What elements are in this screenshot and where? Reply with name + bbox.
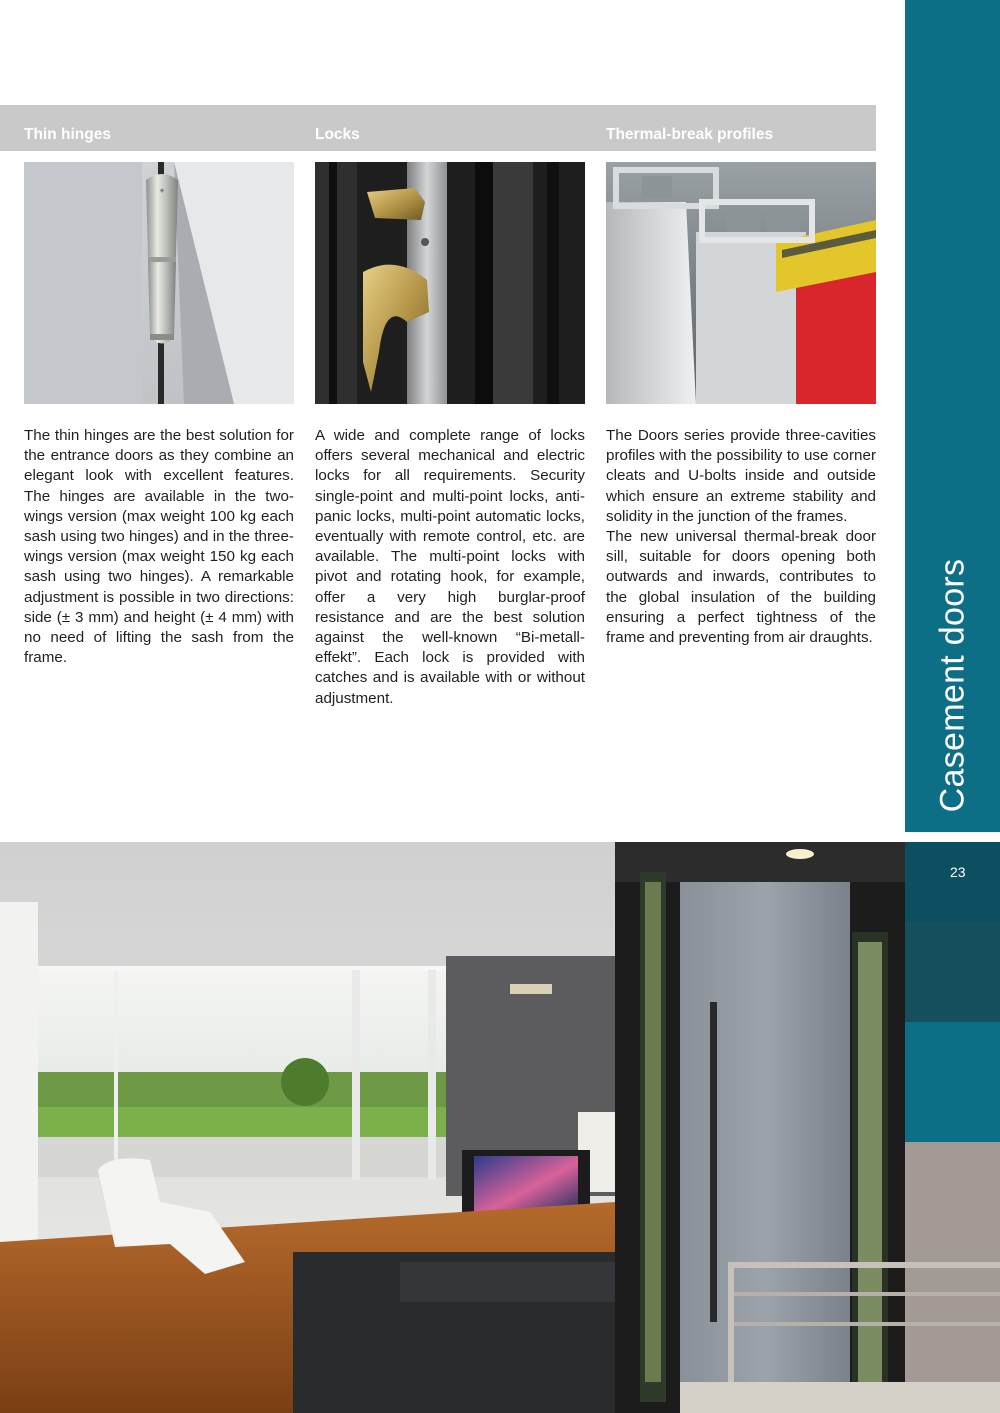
paragraph: The new universal thermal-break door sill, suitable for doors opening both outwards and inwards, contributes to the global insulation of the building ensuring a perfect tightness of the frame and preventing from air draughts. — [606, 528, 876, 647]
heading-locks: Locks — [315, 126, 360, 143]
section-title — [905, 560, 1000, 810]
thin-hinges-text — [24, 426, 294, 668]
heading-thermal-break: Thermal-break profiles — [606, 126, 774, 143]
paragraph: A wide and complete range of locks offers several mechanical and electric locks for all requirements. Security single-point and multi-point locks, anti-panic locks, multi-point automatic locks, eventually with remote control, etc. are available. The multi-point locks with pivot and rotating hook, for example, offer a very high burglar-proof resistance and are the best solution against the well-known “Bi-metall-effekt”. Each lock is provided with catches and is available with or without adjustment. — [315, 427, 585, 707]
svg-text:◈: ◈ — [159, 187, 165, 194]
paragraph: The Doors series provide three-cavities profiles with the possibility to use corner cleats and U-bolts inside and outside which ensure an extreme stability and solidity in the junction of the frames. — [606, 427, 876, 525]
paragraph: The thin hinges are the best solution for the entrance doors as they combine an elegant look with excellent features. The hinges are available in the two-wings version (max weight 100 kg each sash using two hinges) and in the three-wings version (max weight 150 kg each sash using two hinges). A remarkable adjustment is possible in two directions: side (± 3 mm) and height (± 4 mm) with no need of lifting the sash from the frame. — [24, 427, 294, 667]
heading-thin-hinges: Thin hinges — [24, 126, 111, 143]
interior-photo — [0, 842, 1000, 1413]
hinge-photo — [24, 162, 294, 404]
thermal-break-text — [606, 426, 876, 648]
locks-photo — [315, 162, 585, 404]
profiles-photo — [606, 162, 876, 404]
section-title-text: Casement doors — [933, 558, 971, 812]
page-number: 23 — [950, 864, 966, 880]
locks-text — [315, 426, 585, 709]
